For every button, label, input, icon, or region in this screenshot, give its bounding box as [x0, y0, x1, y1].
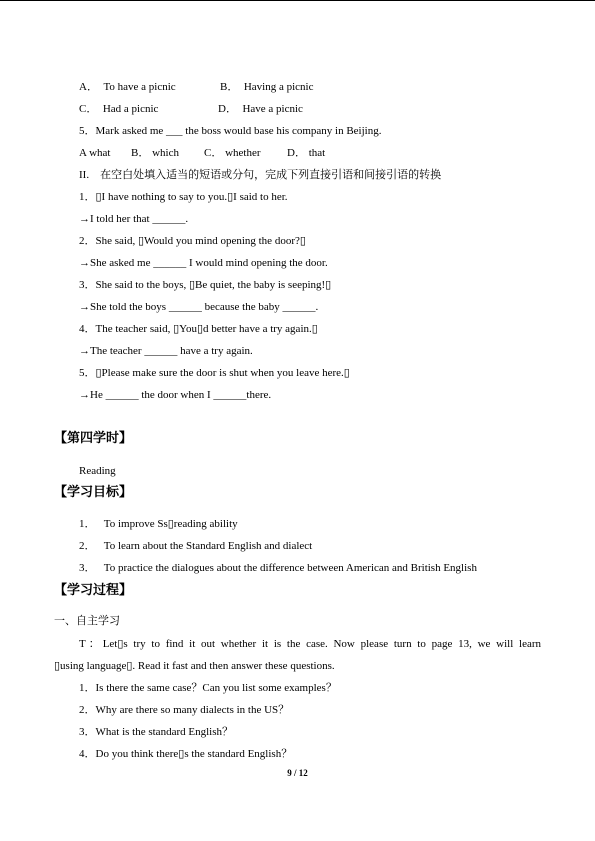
choice-q5-b: B． which — [131, 147, 179, 159]
goals-heading: 【学习目标】 — [54, 485, 133, 500]
self-study-label: 一、自主学习 — [54, 615, 120, 627]
reading-question: 4．Do you think there▯s the standard English？ — [79, 748, 293, 760]
section-subtitle: Reading — [79, 465, 116, 477]
reading-question: 2．Why are there so many dialects in the US？ — [79, 704, 290, 716]
choice-q4-d: D． Have a picnic — [218, 103, 303, 115]
choice-q4-a: A． To have a picnic — [79, 81, 176, 93]
teacher-paragraph-line2: ▯using language▯. Read it fast and then answer these questions. — [54, 660, 335, 672]
goal-item: 3． To practice the dialogues about the difference between American and British English — [79, 562, 477, 574]
part2-line: 2．She said, ▯Would you mind opening the door?▯ — [79, 235, 306, 247]
part2-line: →I told her that ______. — [79, 213, 189, 225]
part2-line: 1．▯I have nothing to say to you.▯I said to her. — [79, 191, 288, 203]
goal-item: 2． To learn about the Standard English and dialect — [79, 540, 313, 552]
teacher-paragraph-line1: T：Let▯s try to find it out whether it is the case. Now please turn to page 13, we will learn — [79, 638, 541, 650]
section-heading: 【第四学时】 — [54, 431, 133, 446]
process-heading: 【学习过程】 — [54, 583, 133, 598]
part2-line: →She told the boys ______ because the baby ______. — [79, 301, 319, 313]
reading-question: 1．Is there the same case？Can you list some examples？ — [79, 682, 337, 694]
page-number: 9 / 12 — [287, 768, 308, 778]
choice-q4-b: B． Having a picnic — [220, 81, 314, 93]
question-5: 5．Mark asked me ___ the boss would base his company in Beijing. — [79, 125, 382, 137]
part2-line: →He ______ the door when I ______there. — [79, 389, 272, 401]
part2-line: →She asked me ______ I would mind opening the door. — [79, 257, 328, 269]
choice-q5-d: D． that — [287, 147, 326, 159]
goal-item: 1． To improve Ss▯reading ability — [79, 518, 238, 530]
choice-q5-a: A what — [79, 147, 111, 159]
reading-question: 3．What is the standard English？ — [79, 726, 233, 738]
part2-line: 5．▯Please make sure the door is shut when you leave here.▯ — [79, 367, 350, 379]
part2-line: 3．She said to the boys, ▯Be quiet, the baby is seeping!▯ — [79, 279, 332, 291]
top-border-line — [0, 0, 595, 1]
part2-line: 4．The teacher said, ▯You▯d better have a try again.▯ — [79, 323, 318, 335]
choice-q4-c: C． Had a picnic — [79, 103, 159, 115]
part2-title: II. 在空白处填入适当的短语或分句，完成下列直接引语和间接引语的转换 — [79, 169, 442, 181]
part2-line: →The teacher ______ have a try again. — [79, 345, 253, 357]
choice-q5-c: C． whether — [204, 147, 261, 159]
